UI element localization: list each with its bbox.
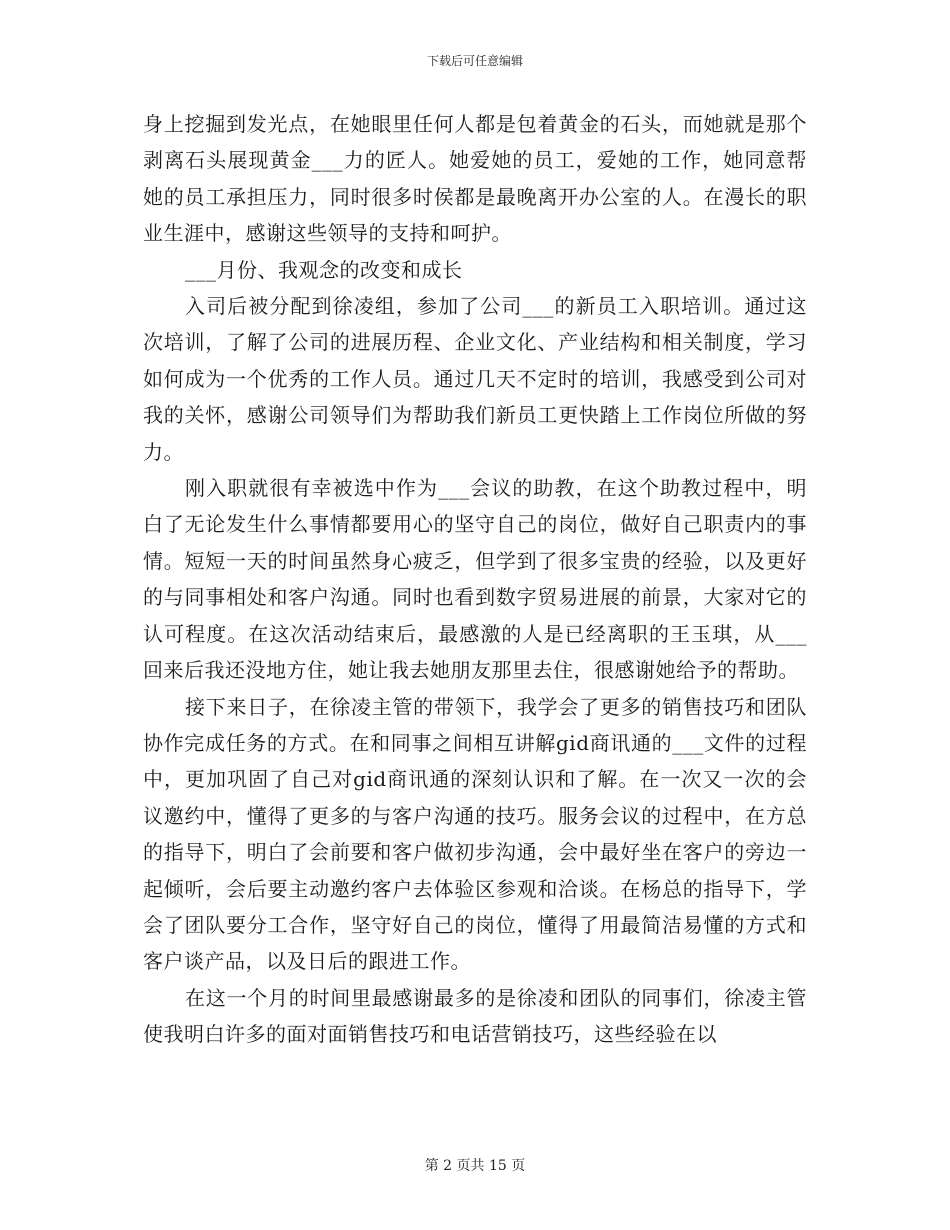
document-body [143, 106, 807, 1053]
section-heading: ___月份、我观念的改变和成长 [185, 257, 463, 282]
page-footer: 第 2 页共 15 页 [424, 1158, 526, 1174]
paragraph: 入司后被分配到徐凌组，参加了公司___的新员工入职培训。通过这次培训，了解了公司的进展历程、企业文化、产业结构和相关制度，学习如何成为一个优秀的工作人员。通过几天不定时的培训，我感受到公司对我的关怀，感谢公司领导们为帮助我们新员工更快踏上工作岗位所做的努力。 [143, 294, 807, 464]
page-header: 下载后可任意编辑 [426, 54, 523, 68]
paragraph: 在这一个月的时间里最感谢最多的是徐凌和团队的同事们，徐凌主管使我明白许多的面对面销售技巧和电话营销技巧，这些经验在以 [143, 985, 807, 1047]
paragraph-continuation: 身上挖掘到发光点，在她眼里任何人都是包着黄金的石头，而她就是那个剥离石头展现黄金___力的匠人。她爱她的员工，爱她的工作，她同意帮她的员工承担压力，同时很多时侯都是最晚离开办公室的人。在漫长的职业生涯中，感谢这些领导的支持和呵护。 [143, 112, 807, 246]
paragraph: 接下来日子，在徐凌主管的带领下，我学会了更多的销售技巧和团队协作完成任务的方式。在和同事之间相互讲解gid商讯通的___文件的过程中，更加巩固了自己对gid商讯通的深刻认识和了解。在一次又一次的会议邀约中，懂得了更多的与客户沟通的技巧。服务会议的过程中，在方总的指导下，明白了会前要和客户做初步沟通，会中最好坐在客户的旁边一起倾听，会后要主动邀约客户去体验区参观和洽谈。在杨总的指导下，学会了团队要分工合作，坚守好自己的岗位，懂得了用最简洁易懂的方式和客户谈产品，以及日后的跟进工作。 [143, 694, 807, 974]
paragraph: 刚入职就很有幸被选中作为___会议的助教，在这个助教过程中，明白了无论发生什么事情都要用心的坚守自己的岗位，做好自己职责内的事情。短短一天的时间虽然身心疲乏，但学到了很多宝贵的经验，以及更好的与同事相处和客户沟通。同时也看到数字贸易进展的前景，大家对它的认可程度。在这次活动结束后，最感激的人是已经离职的王玉琪，从___回来后我还没地方住，她让我去她朋友那里去住，很感谢她给予的帮助。 [143, 476, 807, 683]
